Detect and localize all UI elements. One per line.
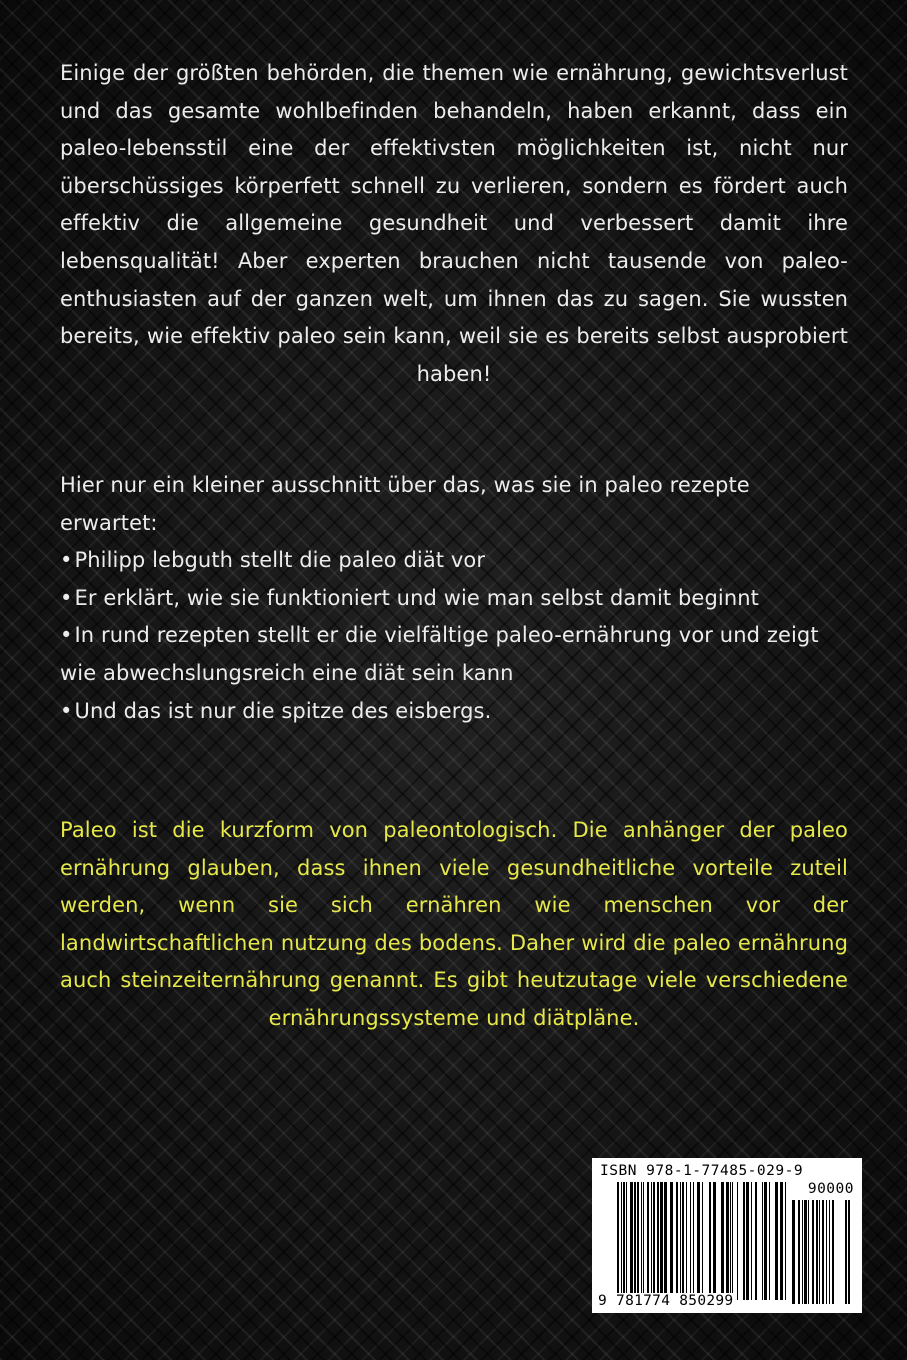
barcode-bar — [816, 1200, 818, 1304]
barcode-bar — [643, 1182, 644, 1300]
list-item: • Und das ist nur die spitze des eisbergs. — [60, 693, 848, 731]
barcode-bar — [721, 1182, 724, 1300]
price-code: 90000 — [807, 1181, 854, 1197]
list-item: • Er erklärt, wie sie funktioniert und wie man selbst damit beginnt — [60, 580, 848, 618]
barcode-bar — [651, 1182, 652, 1300]
barcode-bar — [743, 1182, 745, 1300]
barcode-bar — [808, 1200, 809, 1304]
contents-list-block — [60, 467, 848, 730]
barcode-bar — [730, 1182, 731, 1300]
barcode-bar — [630, 1182, 633, 1300]
barcode-bar — [746, 1182, 749, 1300]
isbn-barcode — [592, 1158, 862, 1313]
bullet-list — [60, 542, 848, 730]
barcode-bar — [702, 1182, 703, 1300]
barcode-bar — [822, 1200, 824, 1304]
barcode-bar — [764, 1182, 767, 1300]
barcode-bar — [653, 1182, 655, 1300]
barcode-bar — [660, 1182, 663, 1300]
isbn-label: ISBN 978-1-77485-029-9 — [600, 1163, 804, 1179]
barcode-bar — [792, 1200, 795, 1304]
intro-paragraph: Einige der größten behörden, die themen wie ernährung, gewichtsverlust und das gesamte wohlbefinden behandeln, haben erkannt, dass ein paleo-lebensstil eine der effektivsten möglichkeiten ist, nicht nur überschüssiges körperfett schnell zu verlieren, sondern es fördert auch effektiv die allgemeine gesundheit und verbessert damit ihre lebensqualität! Aber experten brauchen nicht tausende von paleo-enthusiasten auf der ganzen welt, um ihnen das zu sagen. Sie wussten bereits, wie effektiv paleo sein kann, weil sie es bereits selbst ausprobiert haben! — [60, 61, 848, 386]
barcode-bar — [670, 1182, 673, 1300]
barcode-bar — [664, 1182, 667, 1300]
barcode-bar — [726, 1182, 729, 1300]
barcode-bar — [751, 1182, 752, 1300]
barcode-bar — [617, 1182, 619, 1300]
list-item: • Philipp lebguth stellt die paleo diät vor — [60, 542, 848, 580]
barcode-bar — [819, 1200, 820, 1304]
barcode-bar — [829, 1200, 830, 1304]
barcode-bar — [680, 1182, 681, 1300]
barcode-addon-bars-icon — [792, 1200, 852, 1304]
paleo-paragraph: Paleo ist die kurzform von paleontologisch. Die anhänger der paleo ernährung glauben, dass ihnen viele gesundheitliche vorteile zuteil werden, wenn sie sich ernähren wie menschen vor der landwirtschaftlichen nutzung des bodens. Daher wird die paleo ernährung auch steinzeiternährung genannt. Es gibt heutzutage viele verschiedene ernährungssysteme und diätpläne. — [60, 818, 848, 1030]
barcode-bars-icon — [606, 1182, 786, 1300]
barcode-bar — [641, 1182, 642, 1300]
barcode-bar — [802, 1200, 803, 1304]
barcode-bar — [647, 1182, 649, 1300]
barcode-bar — [637, 1182, 639, 1300]
barcode-bar — [657, 1182, 659, 1300]
barcode-bar — [621, 1182, 622, 1300]
barcode-bar — [626, 1182, 627, 1300]
barcode-bar — [682, 1182, 684, 1300]
barcode-bar — [832, 1200, 834, 1304]
barcode-bar — [845, 1200, 847, 1304]
list-item: • In rund rezepten stellt er die vielfältige paleo-ernährung vor und zeigt wie abwechslungsreich eine diät sein kann — [60, 617, 848, 692]
barcode-bar — [804, 1200, 807, 1304]
barcode-bar — [732, 1182, 733, 1300]
barcode-bar — [848, 1200, 850, 1304]
barcode-bar — [775, 1182, 778, 1300]
list-lead: Hier nur ein kleiner ausschnitt über das, was sie in paleo rezepte erwartet: — [60, 473, 750, 535]
barcode-bar — [690, 1182, 691, 1300]
barcode-bar — [785, 1182, 786, 1300]
barcode-bar — [623, 1182, 625, 1300]
barcode-bar — [780, 1182, 783, 1300]
barcode-bar — [769, 1182, 770, 1300]
barcode-bar — [676, 1182, 678, 1300]
barcode-bar — [686, 1182, 687, 1300]
barcode-bar — [709, 1182, 711, 1300]
barcode-bar — [713, 1182, 716, 1300]
barcode-bar — [634, 1182, 636, 1300]
barcode-bar — [737, 1182, 738, 1300]
barcode-bar — [798, 1200, 800, 1304]
barcode-bar — [826, 1200, 827, 1304]
barcode-bar — [762, 1182, 763, 1300]
barcode-bar — [755, 1182, 757, 1300]
barcode-digits: 9 781774 850299 — [598, 1293, 734, 1309]
barcode-bar — [693, 1182, 694, 1300]
barcode-bar — [812, 1200, 814, 1304]
barcode-bar — [697, 1182, 700, 1300]
